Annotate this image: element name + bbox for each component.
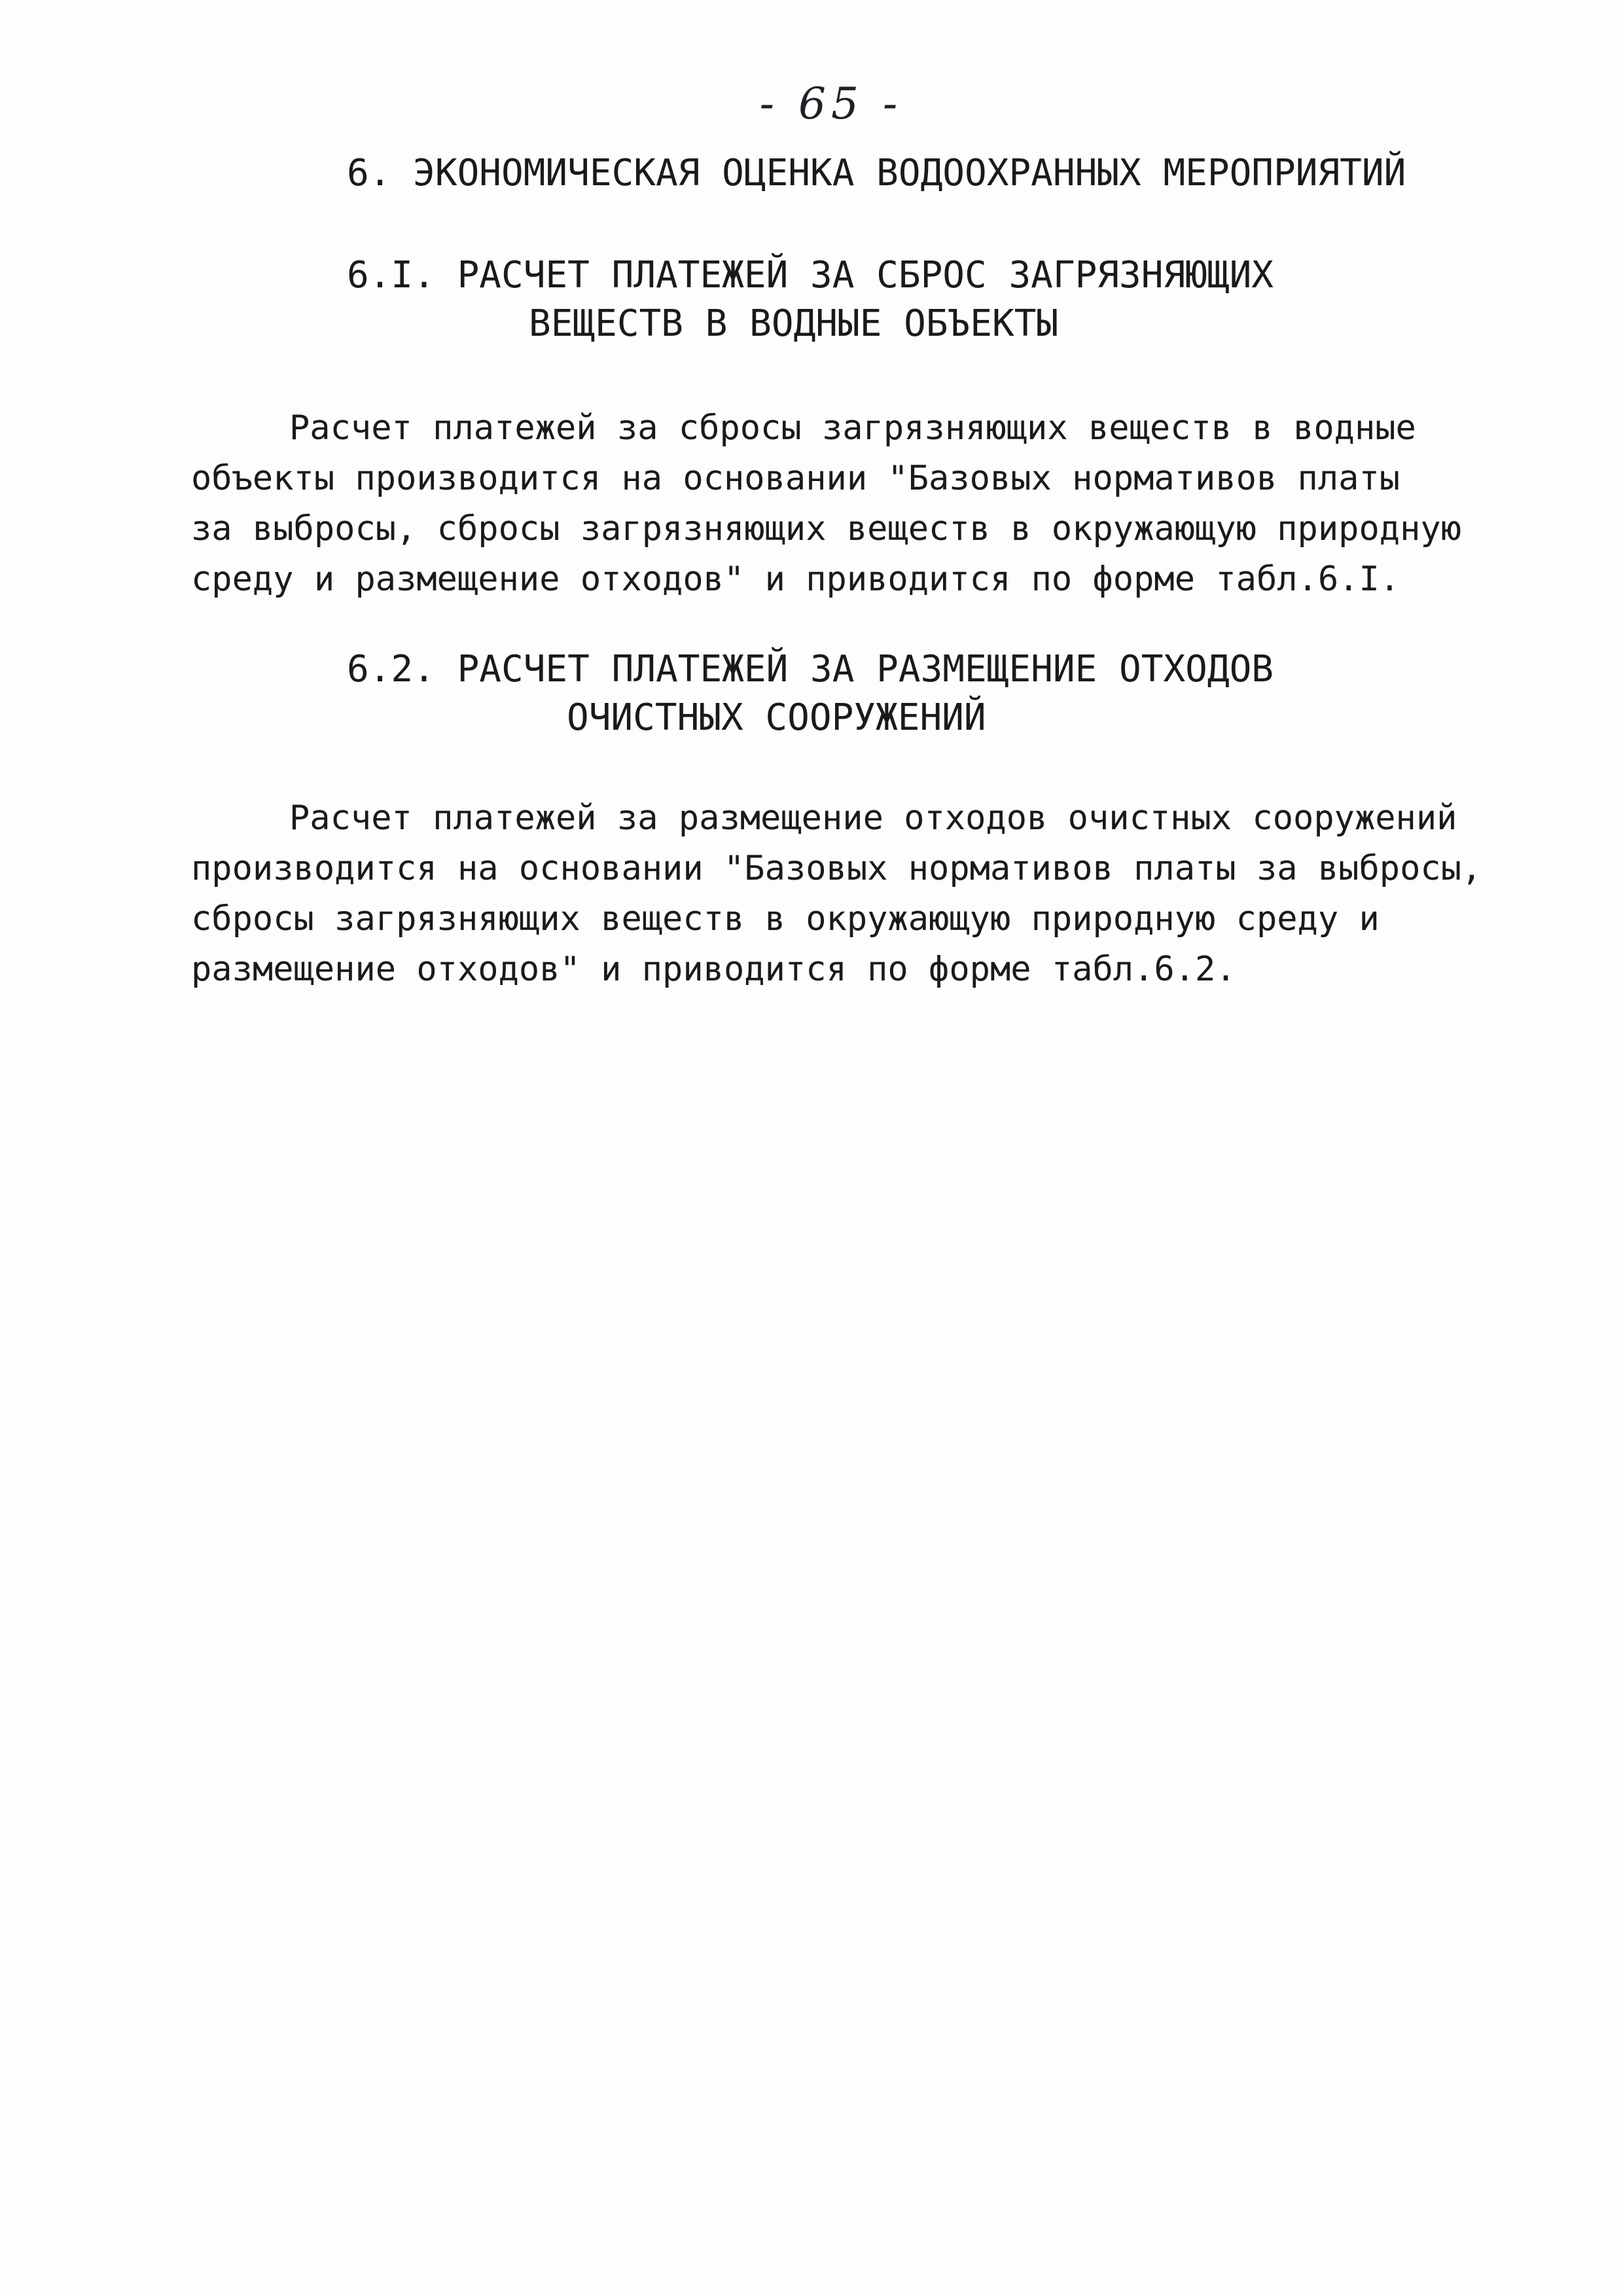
subsection-2-paragraph [191,793,1482,995]
subsection-1-title-line1: 6.I. РАСЧЕТ ПЛАТЕЖЕЙ ЗА СБРОС ЗАГРЯЗНЯЮЩИХ [347,254,1274,296]
paragraph-line: размещение отходов" и приводится по форме табл.6.2. [191,950,1236,989]
paragraph-line: объекты производится на основании "Базовых нормативов платы [191,459,1400,498]
paragraph-line: Расчет платежей за размещение отходов очистных сооружений [289,798,1457,838]
subsection-2-title-line2: ОЧИСТНЫХ СООРУЖЕНИЙ [567,696,986,739]
subsection-1-paragraph [191,403,1474,605]
paragraph-line: Расчет платежей за сбросы загрязняющих веществ в водные [289,408,1416,448]
paragraph-line: за выбросы, сбросы загрязняющих веществ в окружающую природную [191,509,1462,548]
page-number: - 65 - [759,79,903,129]
subsection-1-title-line2: ВЕЩЕСТВ В ВОДНЫЕ ОБЪЕКТЫ [529,302,1059,345]
section-title: 6. ЭКОНОМИЧЕСКАЯ ОЦЕНКА ВОДООХРАННЫХ МЕРОПРИЯТИЙ [347,152,1406,194]
paragraph-line: среду и размещение отходов" и приводится по форме табл.6.I. [191,560,1400,599]
paragraph-line: сбросы загрязняющих веществ в окружающую природную среду и [191,899,1380,939]
paragraph-line: производится на основании "Базовых нормативов платы за выбросы, [191,849,1482,888]
subsection-2-title-line1: 6.2. РАСЧЕТ ПЛАТЕЖЕЙ ЗА РАЗМЕЩЕНИЕ ОТХОДОВ [347,648,1274,691]
